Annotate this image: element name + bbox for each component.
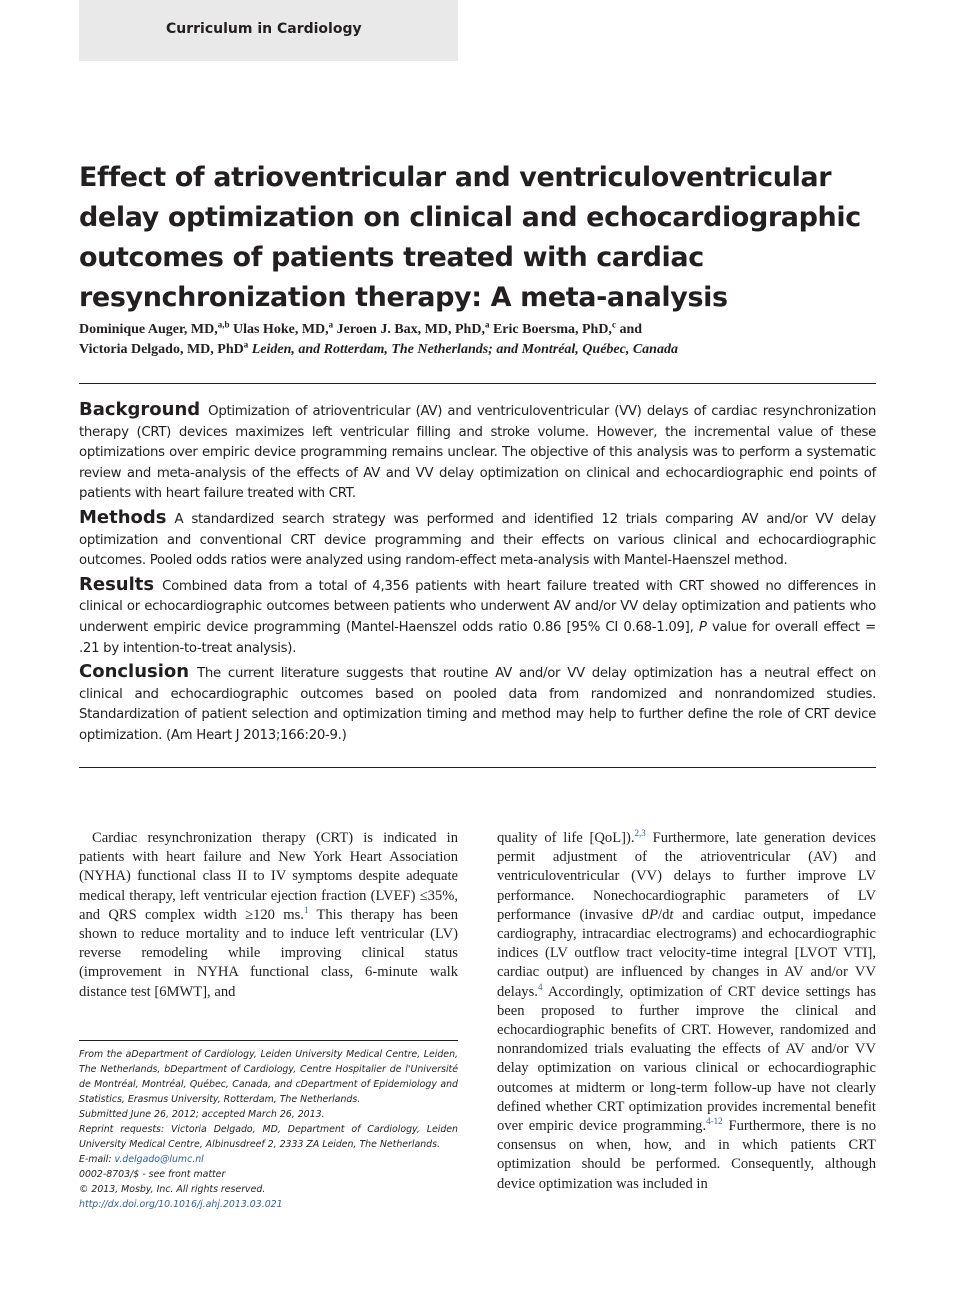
citation-link[interactable]: 2,3 bbox=[634, 828, 646, 839]
section-banner bbox=[79, 0, 458, 61]
abstract bbox=[79, 400, 876, 750]
affiliation-note: From the aDepartment of Cardiology, Leiden University Medical Centre, Leiden, The Netherlands, bDepartment of Cardiology, Centre Hospitalier de l'Université de Montréal, Montréal, Québec, Canada, and cDepartment of Epidemiology and Statistics, Erasmus University, Rotterdam, The Netherlands. bbox=[79, 1049, 458, 1105]
body-text: and cardiac output, impedance cardiography, intracardiac electrograms) and echocardiographic indices (LV outflow tract velocity-time integral [LVOT VTI], cardiac output) are influenced by changes in AV and/or VV delays. bbox=[497, 906, 876, 1000]
abstract-heading: Background bbox=[79, 399, 201, 420]
author-list bbox=[79, 320, 879, 360]
author: Victoria Delgado, MD, PhD bbox=[79, 342, 244, 357]
author-affiliation-mark: a bbox=[243, 339, 249, 350]
author: Eric Boersma, PhD, bbox=[492, 322, 612, 337]
abstract-text: Combined data from a total of 4,356 patients with heart failure treated with CRT showed no differences in clinical or echocardiographic outcomes between patients who underwent AV and/or VV delay optimization and patients who underwent empiric device programming (Mantel-Haenszel odds ratio 0.86 [95% CI 0.68-1.09], bbox=[79, 578, 876, 635]
body-text: This therapy has been shown to reduce mortality and to induce left ventricular (LV) reverse remodeling while improving clinical status (improvement in NYHA functional class, 6-minute walk distance test [6MWT], and bbox=[79, 906, 458, 1000]
submission-note: Submitted June 26, 2012; accepted March 26, 2013. bbox=[79, 1109, 325, 1120]
author-affiliation-mark: a,b bbox=[217, 319, 230, 330]
math-symbol: P bbox=[649, 906, 659, 923]
email-label: E-mail: bbox=[79, 1154, 112, 1165]
body-column-left bbox=[79, 829, 458, 1002]
body-text: Cardiac resynchronization therapy (CRT) is indicated in patients with heart failure and New York Heart Association (NYHA) functional class II to IV symptoms despite adequate medical therapy, left ventricular ejection fraction (LVEF) ≤35%, and QRS complex width ≥120 ms. bbox=[79, 830, 458, 923]
p-symbol: P bbox=[698, 619, 707, 635]
abstract-background bbox=[79, 400, 876, 505]
citation-link[interactable]: 4 bbox=[537, 981, 543, 992]
doi-link[interactable]: http://dx.doi.org/10.1016/j.ahj.2013.03.021 bbox=[79, 1199, 283, 1210]
footnote-rule bbox=[79, 1040, 458, 1041]
citation-link[interactable]: 4-12 bbox=[706, 1116, 723, 1127]
issn-note: 0002-8703/$ - see front matter bbox=[79, 1169, 226, 1180]
abstract-heading: Methods bbox=[79, 506, 167, 528]
author: Ulas Hoke, MD, bbox=[232, 322, 329, 337]
citation-link[interactable]: 1 bbox=[303, 904, 309, 915]
abstract-heading: Conclusion bbox=[79, 661, 190, 683]
abstract-bottom-rule bbox=[79, 767, 876, 768]
math-symbol: /d bbox=[658, 906, 670, 923]
copyright-note: © 2013, Mosby, Inc. All rights reserved. bbox=[79, 1184, 266, 1195]
abstract-heading: Results bbox=[79, 573, 155, 595]
author-conjunction: and bbox=[619, 322, 643, 337]
reprint-note: Reprint requests: Victoria Delgado, MD, Department of Cardiology, Leiden University Medical Centre, Albinusdreef 2, 2333 ZA Leiden, The Netherlands. bbox=[79, 1124, 458, 1150]
body-paragraph bbox=[79, 829, 458, 1002]
email-link[interactable]: v.delgado@lumc.nl bbox=[114, 1154, 204, 1165]
body-paragraph bbox=[497, 829, 876, 1194]
body-text: Furthermore, late generation devices permit adjustment of the atrioventricular (AV) and ventriculoventricular (VV) delays to further improve LV performance. Nonechocardiographic parameters of LV performance (invasive d bbox=[497, 830, 876, 923]
body-text: quality of life [QoL]). bbox=[497, 830, 635, 846]
footnotes bbox=[79, 1047, 458, 1212]
email-note bbox=[79, 1152, 458, 1167]
abstract-text: Optimization of atrioventricular (AV) and ventriculoventricular (VV) delays of cardiac resynchronization therapy (CRT) devices maximizes left ventricular filling and stroke volume. However, the incremental value of these optimizations over empiric device programming remains unclear. The objective of this analysis was to perform a systematic review and meta-analysis of the effects of AV and VV delay optimization on clinical and echocardiographic end points of patients with heart failure treated with CRT. bbox=[79, 404, 876, 502]
author-affiliation-mark: a bbox=[484, 319, 490, 330]
author: Dominique Auger, MD, bbox=[79, 322, 218, 337]
abstract-results bbox=[79, 575, 876, 659]
author-affiliation-mark: a bbox=[328, 319, 334, 330]
body-text: Furthermore, there is no consensus on when, how, and in which patients CRT optimization should be performed. Consequently, although device optimization was included in bbox=[497, 1118, 876, 1192]
abstract-methods bbox=[79, 508, 876, 572]
author-affiliation-mark: c bbox=[611, 319, 616, 330]
abstract-text: value for overall effect = .21 by intention-to-treat analysis). bbox=[79, 619, 876, 656]
body-text: Accordingly, optimization of CRT device settings has been proposed to further improve the clinical and echocardiographic benefits of CRT. However, randomized and nonrandomized trials evaluating the effects of AV and/or VV delay optimization on various clinical or echocardiographic outcomes at midterm or long-term follow-up have not clearly defined whether CRT optimization provides incremental benefit over empiric device programming. bbox=[497, 983, 876, 1135]
section-label: Curriculum in Cardiology bbox=[166, 21, 362, 37]
abstract-text: A standardized search strategy was performed and identified 12 trials comparing AV and/or VV delay optimization and conventional CRT device programming and their effects on various clinical and echocardiographic outcomes. Pooled odds ratios were analyzed using random-effect meta-analysis with Mantel-Haenszel method. bbox=[79, 511, 876, 569]
body-column-right bbox=[497, 829, 876, 1194]
article-title: Effect of atrioventricular and ventriculoventricular delay optimization on clinical and echocardiographic outcomes of patients treated with cardiac resynchronization therapy: A meta-analysis bbox=[79, 162, 861, 313]
author: Jeroen J. Bax, MD, PhD, bbox=[336, 322, 485, 337]
abstract-conclusion bbox=[79, 662, 876, 746]
math-symbol: t bbox=[669, 906, 674, 923]
abstract-top-rule bbox=[79, 383, 876, 384]
abstract-text: The current literature suggests that routine AV and/or VV delay optimization has a neutral effect on clinical and echocardiographic outcomes based on pooled data from randomized and nonrandomized studies. Standardization of patient selection and optimization timing and method may help to further define the role of CRT device optimization. (Am Heart J 2013;166:20-9.) bbox=[79, 666, 876, 743]
author-affiliations: Leiden, and Rotterdam, The Netherlands; and Montréal, Québec, Canada bbox=[251, 342, 678, 357]
